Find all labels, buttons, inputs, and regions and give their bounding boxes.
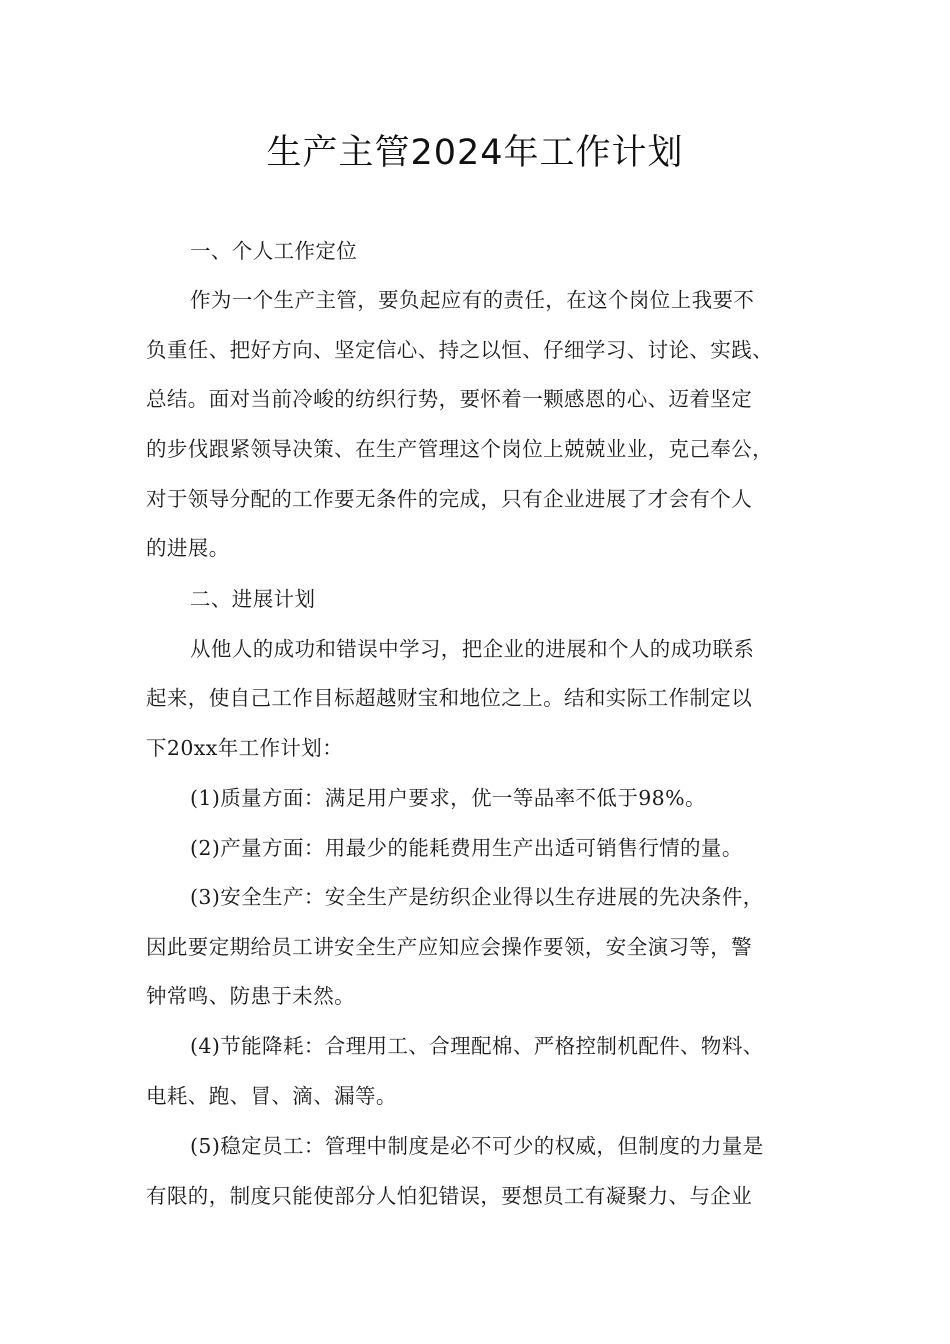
paragraph-line: 钟常鸣、防患于未然。	[146, 984, 355, 1008]
paragraph-line: 作为一个生产主管，要负起应有的责任，在这个岗位上我要不	[190, 288, 755, 312]
paragraph-line: 的进展。	[146, 536, 230, 560]
paragraph-line: 因此要定期给员工讲安全生产应知应会操作要领，安全演习等，警	[146, 935, 753, 959]
paragraph-line: 从他人的成功和错误中学习，把企业的进展和个人的成功联系	[190, 637, 755, 661]
paragraph-line: 电耗、跑、冒、滴、漏等。	[146, 1084, 397, 1108]
paragraph-line: 负重任、把好方向、坚定信心、持之以恒、仔细学习、讨论、实践、	[146, 338, 773, 362]
paragraph-line: 起来，使自己工作目标超越财宝和地位之上。结和实际工作制定以	[146, 686, 753, 710]
list-item-energy: (4)节能降耗：合理用工、合理配棉、严格控制机配件、物料、	[190, 1034, 764, 1058]
paragraph-line: 下20xx年工作计划：	[146, 736, 344, 760]
document-title: 生产主管2024年工作计划	[266, 133, 684, 173]
paragraph-line: 总结。面对当前冷峻的纺织行势，要怀着一颗感恩的心、迈着坚定	[146, 387, 753, 411]
section-heading-positioning: 一、个人工作定位	[190, 239, 358, 263]
paragraph-line: 的步伐跟紧领导决策、在生产管理这个岗位上兢兢业业，克己奉公，	[146, 437, 773, 461]
list-item-safety: (3)安全生产：安全生产是纺织企业得以生存进展的先决条件，	[190, 885, 764, 909]
list-item-output: (2)产量方面：用最少的能耗费用生产出适可销售行情的量。	[190, 836, 743, 860]
list-item-staff: (5)稳定员工：管理中制度是必不可少的权威，但制度的力量是	[190, 1134, 764, 1158]
paragraph-line: 有限的，制度只能使部分人怕犯错误，要想员工有凝聚力、与企业	[146, 1184, 753, 1208]
section-heading-plan: 二、进展计划	[190, 587, 316, 611]
list-item-quality: (1)质量方面：满足用户要求，优一等品率不低于98%。	[190, 786, 706, 810]
paragraph-line: 对于领导分配的工作要无条件的完成，只有企业进展了才会有个人	[146, 487, 753, 511]
